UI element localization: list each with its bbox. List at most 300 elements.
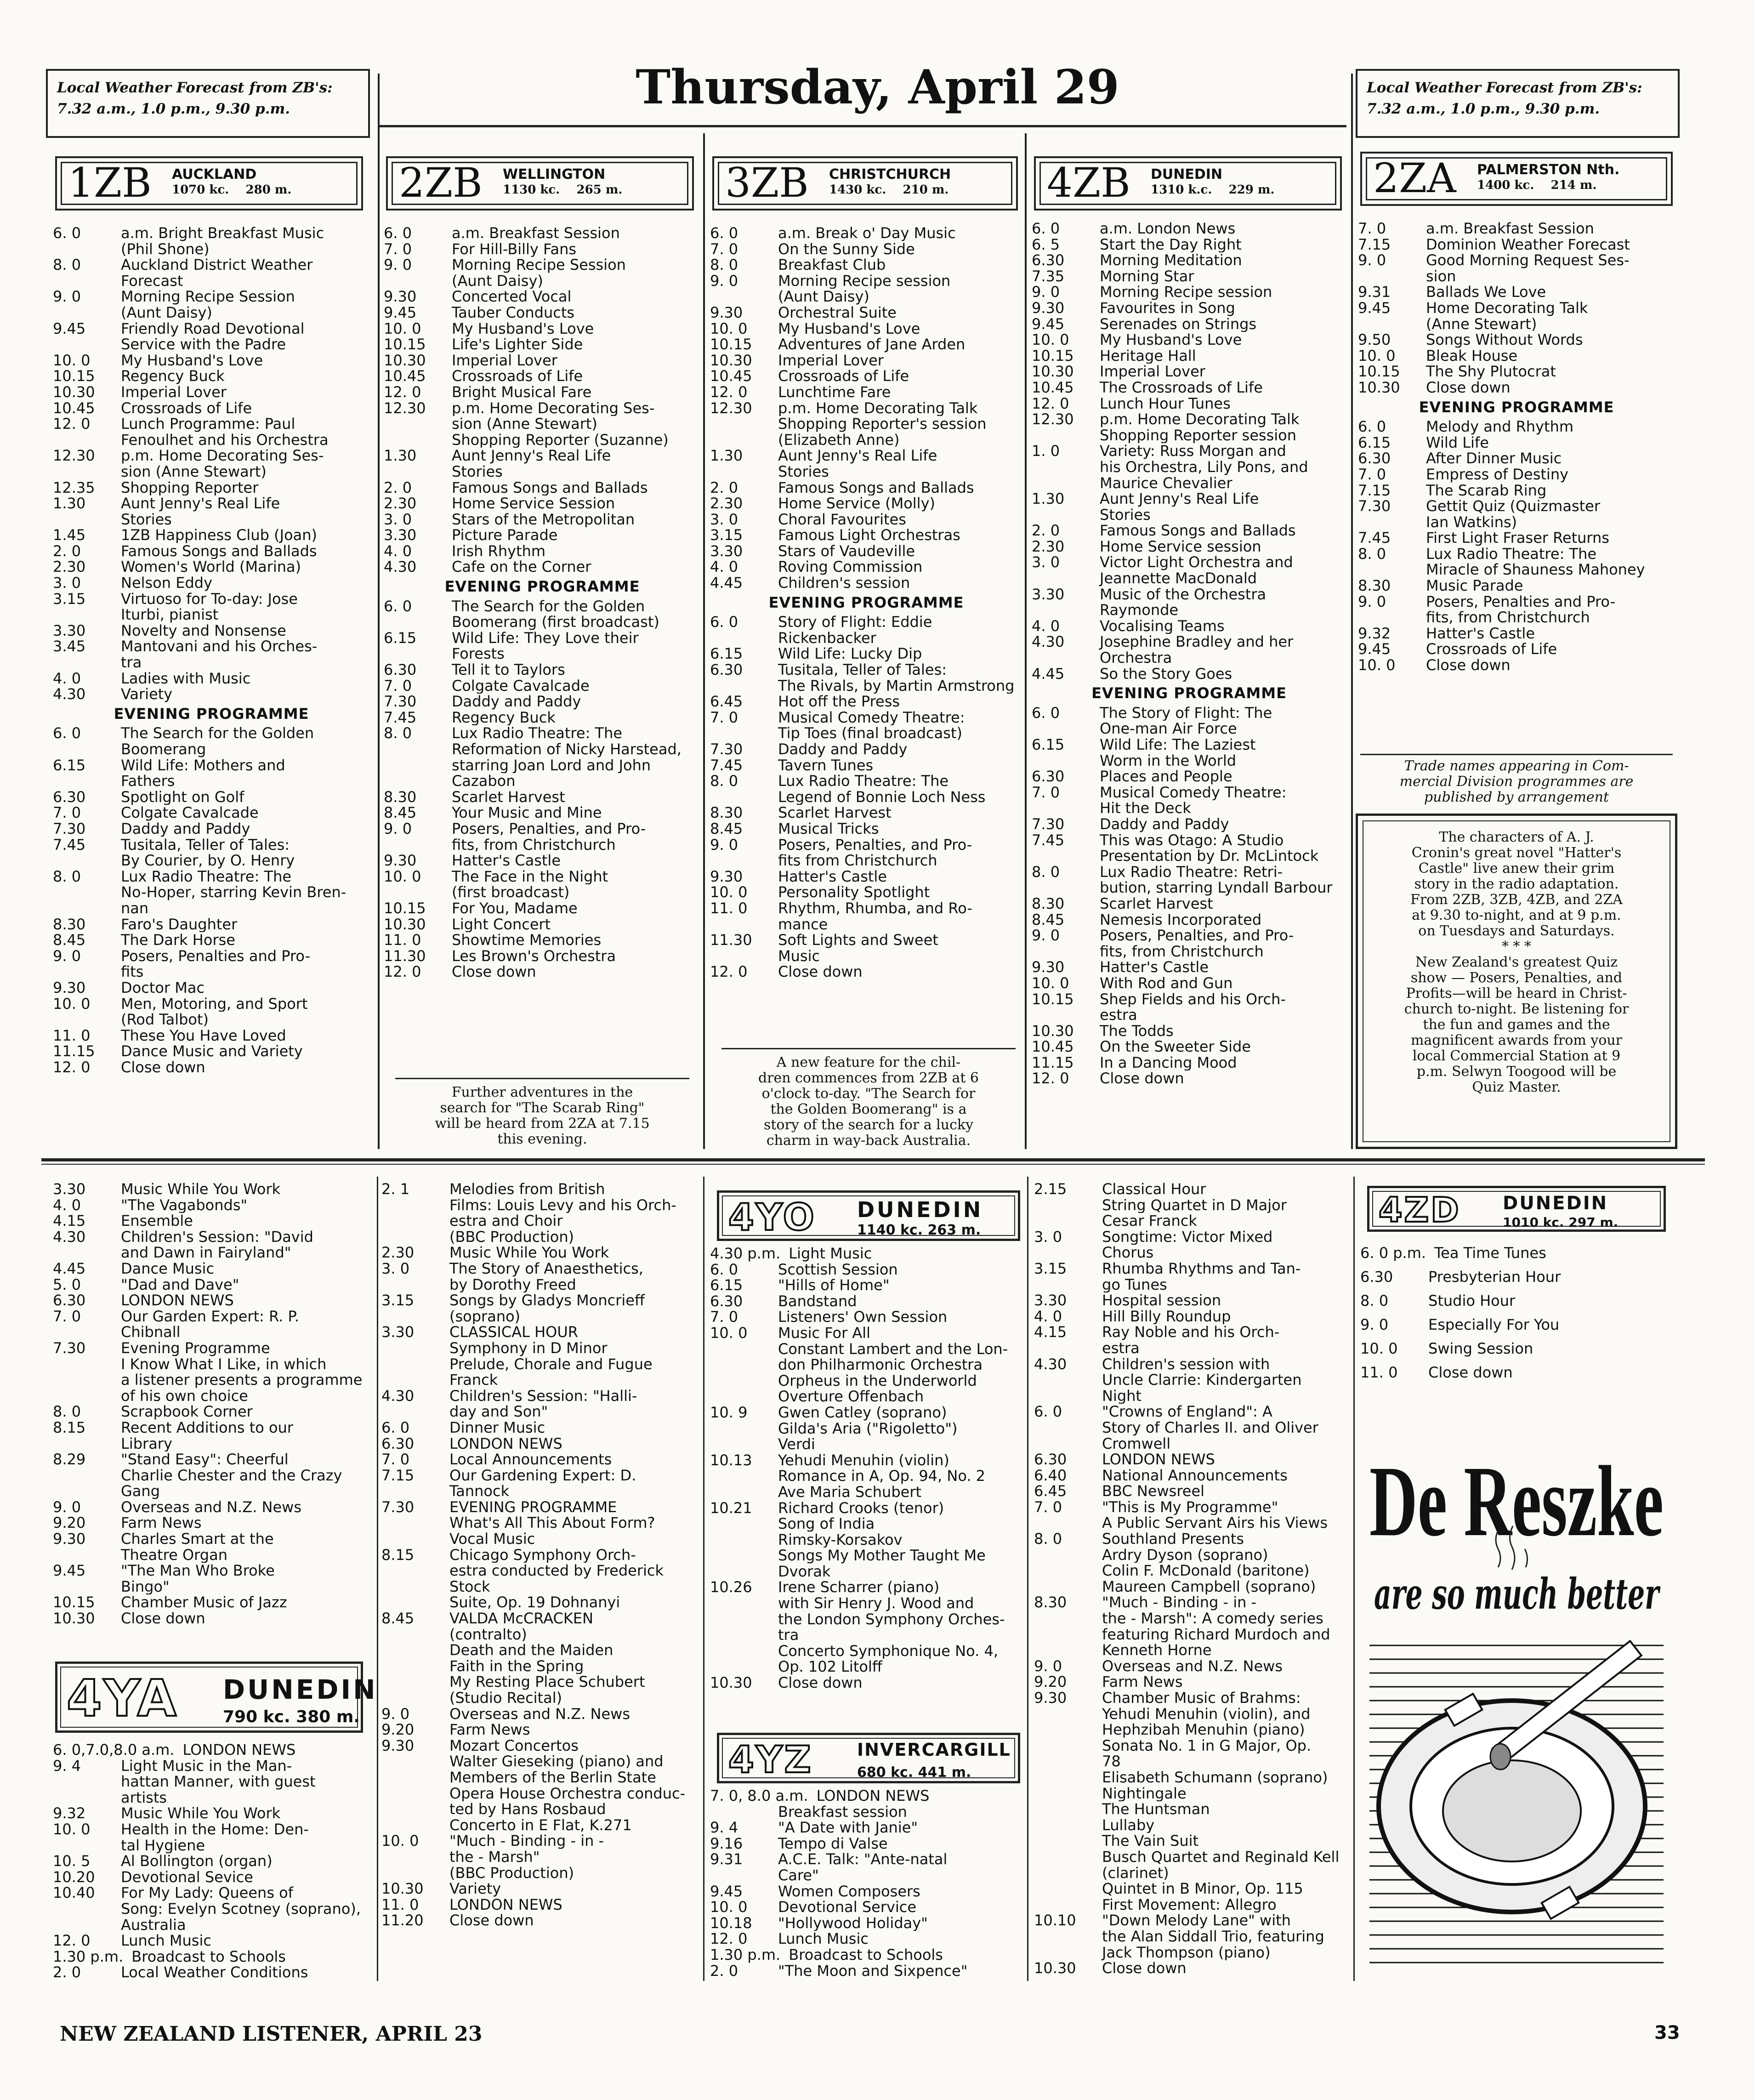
schedule-entry xyxy=(1032,364,1346,380)
text-line: Castle" live anew their grim xyxy=(1418,860,1615,876)
schedule-entry xyxy=(384,400,701,416)
entry-title: Daddy and Paddy xyxy=(452,694,581,710)
schedule-entry xyxy=(53,869,370,885)
schedule-entry xyxy=(381,1356,701,1372)
entry-time: 6. 0 p.m. xyxy=(1360,1244,1426,1262)
entry-time: 9. 0 xyxy=(1034,1658,1062,1674)
entry-time: 3.15 xyxy=(53,591,86,607)
schedule-entry xyxy=(53,225,370,241)
schedule-entry xyxy=(1034,1674,1351,1690)
entry-title: and Dawn in Fairyland" xyxy=(121,1245,291,1261)
entry-time: 9.45 xyxy=(53,320,86,337)
entry-time: 9. 0 xyxy=(53,289,81,305)
entry-time: 7. 0 xyxy=(1032,784,1060,801)
entry-title: Close down xyxy=(121,1059,205,1076)
column-rule xyxy=(1025,133,1027,1149)
entry-title: Walter Gieseking (piano) and xyxy=(449,1753,664,1770)
schedule-entry xyxy=(384,480,701,496)
schedule-entry xyxy=(710,464,1022,480)
schedule-entry xyxy=(384,916,701,933)
entry-title: "Crowns of England": A xyxy=(1102,1404,1272,1420)
entry-time: 10.13 xyxy=(710,1452,752,1468)
schedule-entry xyxy=(710,932,1022,948)
entry-title: Women Composers xyxy=(778,1883,920,1900)
entry-title: Ave Maria Schubert xyxy=(778,1484,922,1500)
text-line: Profits—will be heard in Christ- xyxy=(1406,985,1627,1002)
schedule-entry xyxy=(1032,928,1346,944)
entry-time: 9.30 xyxy=(710,304,743,321)
entry-time: 9.32 xyxy=(53,1805,86,1821)
entry-time: 2. 0 xyxy=(53,1964,81,1980)
schedule-entry xyxy=(1034,1277,1351,1293)
entry-time: 8. 0 xyxy=(1358,546,1386,562)
schedule-entry xyxy=(1032,586,1346,603)
entry-title: Music While You Work xyxy=(121,1805,281,1821)
schedule-entry xyxy=(53,1885,372,1901)
entry-time: 4. 0 xyxy=(1034,1308,1062,1325)
entry-time: 10.45 xyxy=(710,368,752,384)
entry-time: 10.15 xyxy=(1358,364,1400,380)
entry-time: 11.20 xyxy=(381,1912,424,1929)
schedule-entry xyxy=(53,1181,372,1197)
entry-time: 3. 0 xyxy=(1034,1229,1062,1245)
station-callsign: 2ZB xyxy=(399,159,483,206)
entry-title: Chicago Symphony Orch- xyxy=(449,1547,636,1563)
section-heading: EVENING PROGRAMME xyxy=(444,578,640,596)
entry-title: Les Brown's Orchestra xyxy=(452,948,616,964)
entry-title: (Rod Talbot) xyxy=(121,1012,209,1028)
entry-title: (soprano) xyxy=(449,1308,521,1325)
schedule-entry xyxy=(1032,491,1346,507)
entry-time: 11.30 xyxy=(710,932,752,948)
entry-time: 10.40 xyxy=(53,1885,95,1901)
entry-title: Hospital session xyxy=(1102,1292,1221,1309)
entry-title: Crossroads of Life xyxy=(452,368,583,384)
entry-title: Southland Presents xyxy=(1102,1531,1244,1547)
schedule-entry xyxy=(1034,1563,1351,1579)
schedule-entry xyxy=(710,757,1022,774)
entry-title: Members of the Berlin State xyxy=(449,1769,656,1786)
entry-title: Local Announcements xyxy=(449,1451,612,1468)
entry-time: 3. 0 xyxy=(710,511,738,528)
schedule-entry xyxy=(53,900,370,916)
entry-title: Care" xyxy=(778,1867,819,1884)
entry-title: Music While You Work xyxy=(121,1181,281,1197)
entry-title: Home Service Session xyxy=(452,495,615,512)
entry-time: 7. 0 xyxy=(53,805,81,821)
entry-title: Hatter's Castle xyxy=(1100,959,1209,975)
entry-time: 9. 0 xyxy=(1360,1316,1389,1333)
entry-time: 8. 0 xyxy=(1360,1292,1389,1309)
schedule-entry xyxy=(710,575,1022,591)
entry-title: Hot off the Press xyxy=(778,694,900,710)
entry-time: 4.30 xyxy=(381,1388,415,1404)
entry-title: by Dorothy Freed xyxy=(449,1276,576,1293)
entry-time: 3.30 xyxy=(710,543,743,559)
entry-title: with Sir Henry J. Wood and xyxy=(778,1595,974,1611)
schedule-entry xyxy=(381,1753,701,1770)
entry-title: Daddy and Paddy xyxy=(121,820,250,837)
entry-time: 12. 0 xyxy=(384,964,421,980)
entry-time: 2. 0 xyxy=(710,1963,738,1979)
entry-time: 12.30 xyxy=(1032,411,1074,427)
entry-title: Devotional Sevice xyxy=(121,1869,253,1885)
schedule-entry xyxy=(710,1851,1025,1867)
entry-title: First Light Fraser Returns xyxy=(1426,530,1609,546)
entry-title: a.m. London News xyxy=(1100,221,1236,237)
schedule-entry xyxy=(384,495,701,512)
entry-time: 3. 0 xyxy=(381,1260,410,1277)
entry-time: 10. 0 xyxy=(53,996,91,1012)
schedule-entry xyxy=(1034,1340,1351,1356)
schedule-entry xyxy=(710,1436,1025,1452)
schedule-entry xyxy=(1032,768,1346,785)
schedule-entry xyxy=(710,1309,1025,1325)
entry-time: 9.30 xyxy=(1034,1690,1067,1706)
entry-title: Rhumba Rhythms and Tan- xyxy=(1102,1260,1301,1277)
schedule-entry xyxy=(384,948,701,964)
schedule-entry xyxy=(1032,459,1346,475)
schedule-entry xyxy=(53,884,370,900)
column-rule xyxy=(1351,74,1353,1149)
entry-title: Shopping Reporter session xyxy=(1100,427,1296,444)
entry-time: 9.30 xyxy=(53,1531,86,1547)
schedule-entry xyxy=(384,384,701,400)
entry-time: 6.30 xyxy=(384,662,417,678)
entry-time: 9.30 xyxy=(710,868,743,885)
schedule-entry xyxy=(710,1373,1025,1389)
entry-time: 2. 1 xyxy=(381,1181,410,1197)
entry-title: LONDON NEWS xyxy=(816,1788,930,1804)
schedule-entry xyxy=(384,741,701,757)
entry-title: estra xyxy=(1102,1340,1140,1356)
schedule-entry xyxy=(53,789,370,805)
entry-time: 7.30 xyxy=(710,741,743,757)
entry-title: of his own choice xyxy=(121,1388,248,1404)
entry-title: Song of India xyxy=(778,1516,875,1532)
entry-title: Aunt Jenny's Real Life xyxy=(778,448,937,464)
entry-title: Worm in the World xyxy=(1100,752,1237,769)
station-kc: 1070 kc. xyxy=(172,183,229,197)
entry-title: Dinner Music xyxy=(449,1419,545,1436)
schedule-entry xyxy=(53,607,370,623)
entry-time: 3. 0 xyxy=(53,575,81,591)
entry-title: Gwen Catley (soprano) xyxy=(778,1404,947,1421)
schedule-entry xyxy=(381,1420,701,1436)
schedule-entry xyxy=(710,916,1022,933)
entry-time: 6.15 xyxy=(53,757,86,774)
entry-time: 7. 0, 8.0 a.m. xyxy=(710,1788,808,1804)
schedule-entry xyxy=(1034,1213,1351,1229)
schedule-entry xyxy=(381,1515,701,1531)
entry-title: Aunt Jenny's Real Life xyxy=(452,448,611,464)
entry-time: 8.30 xyxy=(1034,1594,1067,1611)
station-box-2zb xyxy=(386,156,694,211)
entry-time: 8.30 xyxy=(1358,578,1391,594)
schedule-entry xyxy=(1358,467,1675,483)
entry-title: The Huntsman xyxy=(1102,1801,1210,1817)
entry-title: Musical Tricks xyxy=(778,820,879,837)
schedule-entry xyxy=(1358,237,1675,253)
station-wave: 214 m. xyxy=(1551,178,1597,192)
entry-title: Especially For You xyxy=(1428,1316,1560,1333)
entry-title: The Rivals, by Martin Armstrong xyxy=(778,677,1015,694)
entry-title: p.m. Home Decorating Ses- xyxy=(452,400,655,416)
entry-time: 10.20 xyxy=(53,1869,95,1885)
schedule-entry xyxy=(710,241,1022,257)
entry-title: Famous Songs and Ballads xyxy=(121,543,317,559)
schedule-entry xyxy=(710,725,1022,741)
schedule-entry xyxy=(384,559,701,575)
section-heading: EVENING PROGRAMME xyxy=(114,705,309,723)
schedule-entry xyxy=(1358,380,1675,396)
schedule-entry xyxy=(384,837,701,853)
entry-title: p.m. Home Decorating Talk xyxy=(1100,411,1300,427)
schedule-entry xyxy=(1032,475,1346,491)
entry-title: fits, from Christchurch xyxy=(452,837,616,853)
schedule-entry xyxy=(381,1849,701,1865)
entry-time: 10.21 xyxy=(710,1500,752,1516)
schedule-entry xyxy=(53,638,370,654)
entry-title: First Movement: Allegro xyxy=(1102,1896,1277,1913)
entry-title: Boomerang (first broadcast) xyxy=(452,614,659,630)
schedule-entry xyxy=(53,741,370,757)
schedule-entry xyxy=(53,1012,370,1028)
entry-title: Children's session with xyxy=(1102,1356,1270,1372)
schedule-entry xyxy=(1032,975,1346,991)
schedule-entry xyxy=(710,353,1022,369)
entry-title: Colgate Cavalcade xyxy=(452,677,590,694)
schedule-entry xyxy=(384,614,701,630)
entry-title: Posers, Penalties, and Pro- xyxy=(1100,928,1294,944)
entry-title: The Dark Horse xyxy=(121,932,235,948)
advertisement-artwork xyxy=(1360,1429,1673,1981)
entry-title: Good Morning Request Ses- xyxy=(1426,252,1630,268)
schedule-entry xyxy=(710,964,1022,980)
schedule-entry xyxy=(384,932,701,948)
entry-title: Our Gardening Expert: D. xyxy=(449,1467,636,1484)
entry-time: 7. 0 xyxy=(381,1451,410,1468)
schedule-entry xyxy=(1034,1531,1351,1547)
schedule-entry xyxy=(1034,1642,1351,1658)
schedule-entry xyxy=(1358,284,1675,300)
entry-title: Stories xyxy=(121,511,172,528)
entry-title: Farm News xyxy=(121,1515,202,1531)
entry-title: (Aunt Daisy) xyxy=(121,304,212,321)
entry-title: Morning Recipe Session xyxy=(121,289,295,305)
schedule-entry xyxy=(381,1912,701,1929)
entry-time: 10. 5 xyxy=(53,1853,91,1869)
schedule-entry xyxy=(1032,816,1346,832)
entry-time: 4.30 xyxy=(384,559,417,575)
schedule-entry xyxy=(53,725,370,741)
schedule-entry xyxy=(710,1836,1025,1852)
schedule-entry xyxy=(381,1897,701,1913)
schedule-entry xyxy=(53,432,370,448)
entry-title: (Phil Shone) xyxy=(121,241,210,257)
entry-title: ted by Hans Rosbaud xyxy=(449,1801,606,1817)
entry-title: Places and People xyxy=(1100,768,1232,785)
schedule-entry xyxy=(1358,252,1675,268)
entry-time: 9.16 xyxy=(710,1835,743,1852)
entry-title: (Anne Stewart) xyxy=(1426,316,1537,332)
schedule-entry xyxy=(710,305,1022,321)
schedule-entry xyxy=(53,321,370,337)
schedule-entry xyxy=(710,368,1022,384)
entry-time: 6. 0 xyxy=(384,598,412,615)
schedule-entry xyxy=(1032,737,1346,753)
entry-time: 4.15 xyxy=(53,1213,86,1229)
entry-time: 10.30 xyxy=(384,352,426,369)
schedule-entry xyxy=(384,321,701,337)
entry-time: 10. 0 xyxy=(1032,975,1069,991)
section-heading: EVENING PROGRAMME xyxy=(768,593,964,611)
schedule-entry xyxy=(381,1770,701,1786)
entry-title: My Husband's Love xyxy=(778,320,920,337)
schedule-entry xyxy=(53,980,370,996)
text-line: Further adventures in the xyxy=(451,1084,633,1100)
entry-time: 8.30 xyxy=(710,805,743,821)
entry-title: Rimsky-Korsakov xyxy=(778,1531,903,1548)
entry-title: Stars of the Metropolitan xyxy=(452,511,635,528)
entry-title: Nightingale xyxy=(1102,1785,1187,1802)
entry-title: Hatter's Castle xyxy=(778,868,887,885)
entry-title: Scarlet Harvest xyxy=(452,789,565,805)
entry-title: The Search for the Golden xyxy=(121,725,314,741)
entry-title: sion (Anne Stewart) xyxy=(452,416,597,432)
entry-time: 10.45 xyxy=(53,400,95,416)
entry-title: Imperial Lover xyxy=(452,352,557,369)
schedule-entry xyxy=(53,686,370,702)
entry-title: Breakfast session xyxy=(778,1804,907,1820)
schedule-entry xyxy=(1358,221,1675,237)
entry-title: Lux Radio Theatre: The xyxy=(778,773,949,789)
entry-title: LONDON NEWS xyxy=(449,1896,562,1913)
station-frequency: 1010 kc. 297 m. xyxy=(1503,1215,1619,1230)
entry-time: 1.30 p.m. xyxy=(53,1948,124,1965)
entry-title: Hit the Deck xyxy=(1100,800,1191,816)
entry-time: 7. 0 xyxy=(1358,221,1386,237)
station-city: DUNEDIN xyxy=(857,1197,983,1222)
schedule-entry xyxy=(384,694,701,710)
schedule-entry xyxy=(1358,530,1675,546)
column-rule xyxy=(703,1177,704,1981)
schedule-entry xyxy=(53,1949,372,1965)
schedule-entry xyxy=(53,1324,372,1340)
entry-title: Life's Lighter Side xyxy=(452,336,583,353)
entry-time: 9.45 xyxy=(1358,641,1391,658)
entry-time: 7.15 xyxy=(1358,482,1391,499)
entry-title: Reformation of Nicky Harstead, xyxy=(452,741,682,757)
station-callsign: 2ZA xyxy=(1373,154,1456,202)
entry-time: 7.30 xyxy=(53,820,86,837)
entry-title: Stars of Vaudeville xyxy=(778,543,915,559)
station-kc: 1430 kc. xyxy=(829,183,886,197)
schedule-entry xyxy=(1358,657,1675,673)
entry-title: Mantovani and his Orches- xyxy=(121,638,318,655)
schedule-entry xyxy=(1358,348,1675,364)
schedule-entry xyxy=(53,964,370,980)
entry-time: 9.20 xyxy=(1034,1674,1067,1690)
entry-time: 10.15 xyxy=(53,368,95,384)
entry-title: tra xyxy=(121,654,142,671)
station-box-4zb xyxy=(1034,156,1342,211)
entry-title: Hatter's Castle xyxy=(452,853,561,869)
entry-title: Constant Lambert and the Lon- xyxy=(778,1341,1008,1357)
schedule-entry xyxy=(381,1881,701,1897)
station-kc: 1310 k.c. xyxy=(1151,183,1212,197)
entry-time: 4. 0 xyxy=(53,670,81,687)
entry-time: 9. 0 xyxy=(53,948,81,964)
entry-title: The Face in the Night xyxy=(452,868,608,885)
text-line: The characters of A. J. xyxy=(1439,829,1594,845)
entry-time: 3.15 xyxy=(1034,1260,1067,1277)
entry-title: Crossroads of Life xyxy=(1426,641,1557,658)
entry-time: 3.15 xyxy=(710,527,743,543)
schedule-entry xyxy=(710,900,1022,916)
schedule-entry xyxy=(381,1594,701,1611)
entry-title: EVENING PROGRAMME xyxy=(449,1499,617,1515)
entry-title: (Aunt Daisy) xyxy=(452,273,543,289)
entry-title: Mozart Concertos xyxy=(449,1737,579,1754)
entry-time: 10.18 xyxy=(710,1915,752,1931)
schedule-entry xyxy=(710,1931,1025,1947)
entry-time: 9.30 xyxy=(53,979,86,996)
schedule-entry xyxy=(53,996,370,1012)
entry-time: 2.30 xyxy=(381,1245,415,1261)
entry-title: Imperial Lover xyxy=(121,384,227,400)
schedule-entry xyxy=(710,1595,1025,1611)
text-line: New Zealand's greatest Quiz xyxy=(1415,954,1618,970)
schedule-entry xyxy=(53,948,370,964)
schedule-entry xyxy=(710,559,1022,575)
schedule-entry xyxy=(1034,1356,1351,1372)
entry-time: 8. 0 xyxy=(53,868,81,885)
entry-title: Music of the Orchestra xyxy=(1100,586,1267,603)
schedule-entry xyxy=(710,1262,1025,1278)
entry-time: 8.45 xyxy=(1032,911,1065,928)
entry-title: Overseas and N.Z. News xyxy=(121,1499,301,1515)
entry-title: starring Joan Lord and John xyxy=(452,757,651,774)
schedule-entry xyxy=(53,821,370,837)
entry-time: 10.30 xyxy=(1032,1023,1074,1039)
entry-title: the - Marsh": A comedy series xyxy=(1102,1611,1323,1627)
entry-title: Hatter's Castle xyxy=(1426,625,1535,642)
entry-time: 10. 0 xyxy=(384,868,421,885)
entry-time: 7. 0 xyxy=(710,241,738,257)
entry-title: Tea Time Tunes xyxy=(1434,1244,1546,1262)
entry-title: Charlie Chester and the Crazy xyxy=(121,1467,342,1484)
entry-time: 9.31 xyxy=(1358,284,1391,300)
page-title: Thursday, April 29 xyxy=(636,60,1119,115)
entry-title: Irene Scharrer (piano) xyxy=(778,1579,940,1596)
schedule-entry xyxy=(381,1213,701,1229)
entry-title: Lux Radio Theatre: Retri- xyxy=(1100,864,1283,880)
ashtray-icon xyxy=(1369,1636,1664,1967)
schedule-entry xyxy=(381,1436,701,1452)
entry-time: 8. 0 xyxy=(384,725,412,741)
schedule-entry xyxy=(53,773,370,789)
schedule-entry xyxy=(710,1548,1025,1564)
entry-title: mance xyxy=(778,916,828,933)
entry-title: These You Have Loved xyxy=(121,1027,286,1044)
entry-time: 6. 0 xyxy=(1358,419,1386,435)
entry-title: estra xyxy=(1100,1007,1137,1023)
entry-time: 12. 0 xyxy=(53,1059,91,1076)
entry-title: Daddy and Paddy xyxy=(1100,816,1229,832)
entry-title: Presbyterian Hour xyxy=(1428,1268,1561,1286)
schedule-entry xyxy=(1032,1070,1346,1087)
